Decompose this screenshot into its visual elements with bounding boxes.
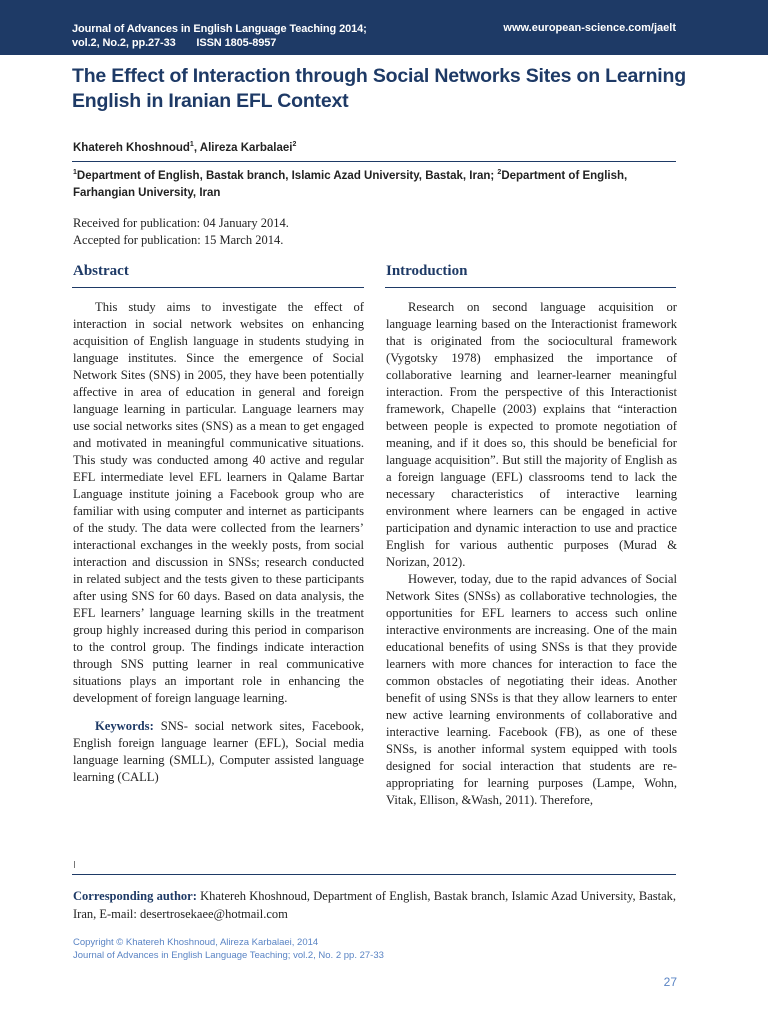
received-date: Received for publication: 04 January 2014.: [73, 216, 289, 230]
copyright-line: Copyright © Khatereh Khoshnoud, Alireza Karbalaei, 2014: [73, 937, 319, 948]
introduction-heading: Introduction: [386, 263, 468, 279]
journal-citation-line: Journal of Advances in English Language Teaching; vol.2, No. 2 pp. 27-33: [73, 950, 384, 961]
affiliation-superscript: 1: [73, 169, 77, 176]
abstract-column: [73, 299, 364, 786]
publication-dates: [73, 215, 289, 249]
abstract-rule: [72, 287, 364, 288]
page-number: 27: [663, 975, 677, 989]
affiliation-1: Department of English, Bastak branch, Islamic Azad University, Bastak, Iran;: [76, 169, 498, 182]
journal-name: Journal of Advances in English Language Teaching 2014;: [72, 23, 367, 35]
corresponding-author: [73, 887, 676, 923]
footnote-rule: [72, 874, 676, 875]
introduction-paragraph-2: However, today, due to the rapid advances of Social Network Sites (SNSs) as collaborative technologies, the opportunities for EFL learners to access such online interactive environments are increasing. One of the main educational benefits of using SNSs is that they provide learners with more chances for interaction to face the common obstacles of negotiating their ideas. Another benefit of using SNSs is that they allow learners to enter new active learning environments of collaborative and interactive learning. Facebook (FB), as one of these SNSs, is another informal system equipped with tools designed for social interaction that students are re-appropriating for learning purposes (Lampe, Wohn, Vitak, Ellison, &Wash, 2011). Therefore,: [386, 572, 677, 807]
author-rule: [72, 161, 676, 162]
author-name: Khatereh Khoshnoud: [73, 141, 190, 154]
abstract-heading: Abstract: [73, 263, 129, 279]
corresponding-label: Corresponding author:: [73, 889, 197, 903]
introduction-column: [386, 299, 677, 809]
author-superscript: 2: [292, 141, 297, 148]
keywords-label: Keywords:: [95, 719, 154, 733]
affiliation-superscript: 2: [497, 169, 502, 176]
accepted-date: Accepted for publication: 15 March 2014.: [73, 233, 284, 247]
affiliation-2: Department of English, Farhangian University, Iran: [73, 169, 628, 199]
abstract-text: This study aims to investigate the effect of interaction in social network websites on enhancing acquisition of English language in students studying in language institutes. Since the emergence of Social Network Sites (SNS) in 2005, they have been potentially affective in area of education in general and foreign language learning in particular. Language learners may use social networks sites (SNS) as a mean to get engaged and motivated in meaningful communicative situations. This study was conducted among 40 active and regular EFL intermediate level EFL learners in Qalame Bartar Language institute joining a Facebook group who are familiar with using computer and internet as participants of the study. The data were collected from the learners’ interactional exchanges in the weekly posts, from social interaction and discussion in SNSs; research conducted in related subject and the tests given to these participants after using SNS for 60 days. Based on data analysis, the EFL learners’ language learning skills in the treatment group highly increased during this period in comparison to the control group. The findings indicate interaction through SNS putting learner in real communicative situations plays an important role in enhancing the development of foreign language learning.: [73, 300, 364, 705]
journal-url[interactable]: www.european-science.com/jaelt: [503, 22, 676, 34]
journal-banner: [0, 0, 768, 55]
journal-volume-issn: [72, 36, 367, 50]
journal-reference: [72, 22, 367, 50]
keywords-text: SNS- social network sites, Facebook, English foreign language learner (EFL), Social media language learning (SMLL), Computer assisted language learning (CALL): [73, 719, 364, 784]
journal-volume: vol.2, No.2, pp.27-33: [72, 37, 176, 49]
affiliations: [73, 164, 673, 202]
paper-title: The Effect of Interaction through Social Networks Sites on Learning English in Iranian EFL Context: [72, 65, 686, 112]
corresponding-text: Khatereh Khoshnoud, Department of English, Bastak branch, Islamic Azad University, Bastak, Iran, E-mail: desertrosekaee@hotmail.com: [73, 889, 676, 921]
margin-mark: [74, 861, 75, 868]
author-superscript: 1: [189, 141, 194, 148]
keywords: [73, 718, 364, 786]
author-list: Khatereh Khoshnoud$^1$, Alireza Karbalaei$^2$: [73, 141, 297, 154]
introduction-paragraph-1: Research on second language acquisition or language learning based on the Interactionist framework that is originated from the sociocultural framework (Vygotsky 1978) emphasized the importance of collaborative learning and learner-learner meaningful interaction. From the perspective of this Interactionist framework, Chapelle (2003) explains that “interaction between people is expected to promote negotiation of meaning, and if it does so, this should be beneficial for language acquisition”. But still the majority of English as a foreign language (EFL) classrooms tend to lack the necessary characteristics of interactive learning environment where learners can be engaged in active participation and dynamic interaction to use and practice English for various authentic purposes (Murad & Norizan, 2012).: [386, 300, 677, 569]
journal-issn: ISSN 1805-8957: [196, 37, 277, 49]
author-name: Alireza Karbalaei: [199, 141, 293, 154]
introduction-rule: [385, 287, 676, 288]
copyright-block: [73, 936, 384, 962]
